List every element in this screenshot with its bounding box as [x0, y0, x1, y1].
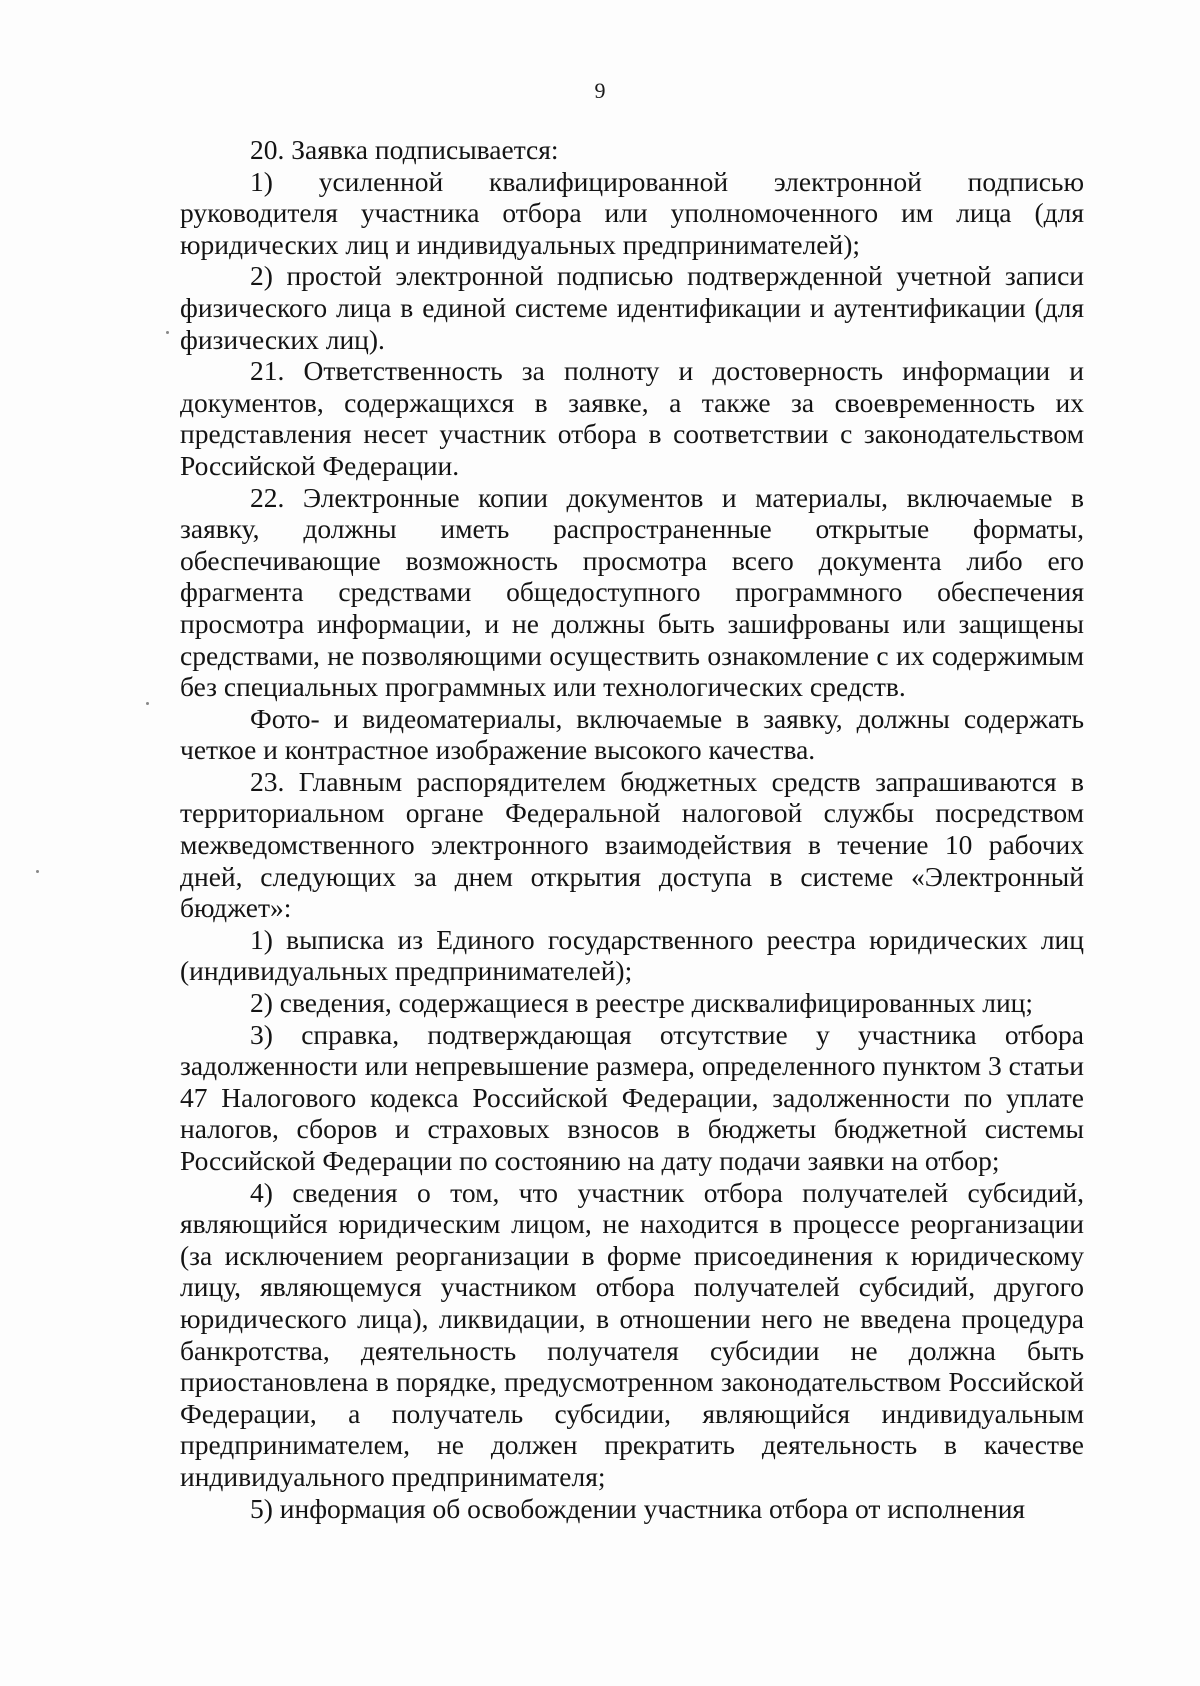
paragraph-21: 21. Ответственность за полноту и достоверность информации и документов, содержащихся в заявке, а также за своевременность их представления несет участник отбора в соответствии с законодательством Российской Федерации.: [180, 355, 1084, 481]
scan-speck: [146, 702, 149, 705]
scan-speck: [36, 870, 39, 873]
paragraph-20: 20. Заявка подписывается:: [250, 134, 559, 165]
paragraph-23-item-3: 3) справка, подтверждающая отсутствие у участника отбора задолженности или непревышение размера, определенного пунктом 3 статьи 47 Налогового кодекса Российской Федерации, задолженности по уплате налогов, сборов и страховых взносов в бюджеты бюджетной системы Российской Федерации по состоянию на дату подачи заявки на отбор;: [180, 1018, 1084, 1176]
document-body: [180, 134, 1084, 1524]
paragraph-23: 23. Главным распорядителем бюджетных средств запрашиваются в территориальном органе Федеральной налоговой службы посредством межведомственного электронного взаимодействия в течение 10 рабочих дней, следующих за днем открытия доступа в системе «Электронный бюджет»:: [180, 765, 1084, 924]
page-number: 9: [594, 78, 606, 103]
paragraph-23-item-2: 2) сведения, содержащиеся в реестре дисквалифицированных лиц;: [250, 987, 1034, 1019]
paragraph-22-photo-video: Фото- и видеоматериалы, включаемые в заявку, должны содержать четкое и контрастное изображение высокого качества.: [180, 702, 1084, 766]
paragraph-23-item-4: 4) сведения о том, что участник отбора получателей субсидий, являющийся юридическим лицом, не находится в процессе реорганизации (за исключением реорганизации в форме присоединения к юридическому лицу, являющемуся участником отбора получателей субсидий, другого юридического лица), ликвидации, в отношении него не введена процедура банкротства, деятельность получателя субсидии не должна быть приостановлена в порядке, предусмотренном законодательством Российской Федерации, а получатель субсидии, являющийся индивидуальным предпринимателем, не должен прекратить деятельность в качестве индивидуального предпринимателя;: [180, 1176, 1084, 1492]
paragraph-20-item-1: 1) усиленной квалифицированной электронной подписью руководителя участника отбора или уполномоченного им лица (для юридических лиц и индивидуальных предпринимателей);: [180, 165, 1084, 260]
scan-speck: [166, 331, 169, 334]
paragraph-22: 22. Электронные копии документов и материалы, включаемые в заявку, должны иметь распространенные открытые форматы, обеспечивающие возможность просмотра всего документа либо его фрагмента средствами общедоступного программного обеспечения просмотра информации, и не должны быть зашифрованы или защищены средствами, не позволяющими осуществить ознакомление с их содержимым без специальных программных или технологических средств.: [180, 481, 1084, 703]
paragraph-23-item-5: 5) информация об освобождении участника отбора от исполнения: [250, 1492, 1026, 1524]
paragraph-23-item-1: 1) выписка из Единого государственного реестра юридических лиц (индивидуальных предпринимателей);: [180, 923, 1084, 987]
paragraph-20-item-2: 2) простой электронной подписью подтвержденной учетной записи физического лица в единой системе идентификации и аутентификации (для физических лиц).: [180, 260, 1084, 355]
